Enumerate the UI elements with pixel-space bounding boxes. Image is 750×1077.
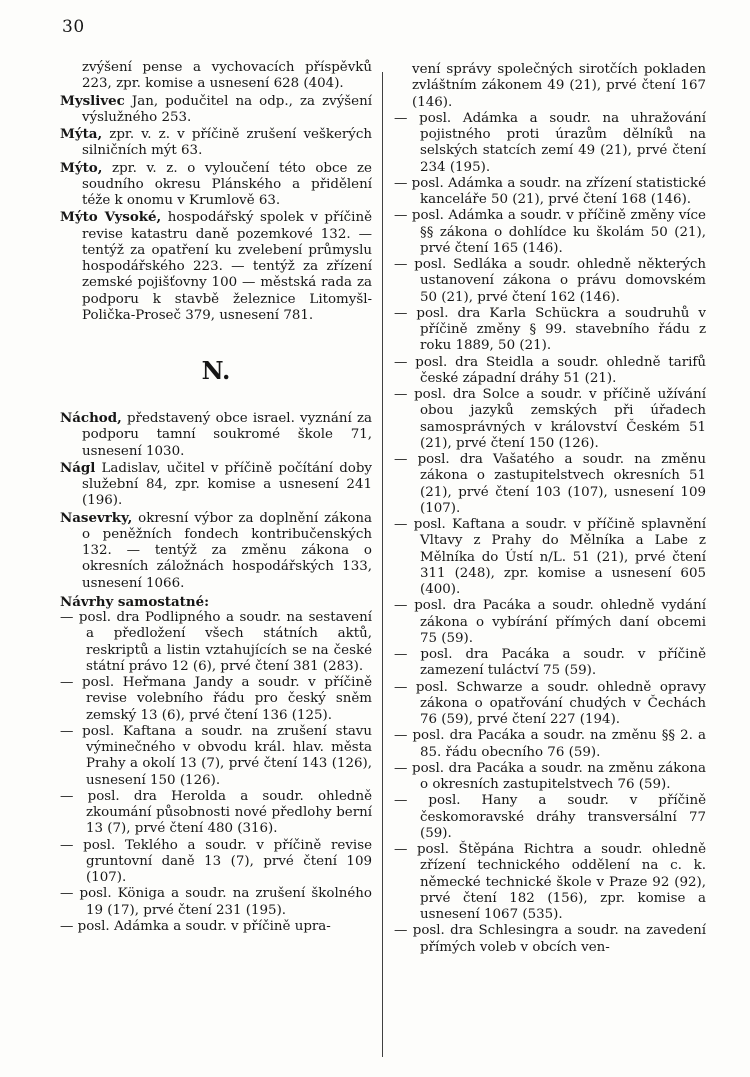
entry-keyword: Mýto,: [60, 159, 103, 176]
motion-item: — posl. Kaftana a soudr. v příčině splavnění Vltavy z Prahy do Mělníka a Labe z Mělníka do Ústí n/L. 51 (21), prvé čtení 311 (248), zpr. komise a usnesení 605 (400).: [394, 517, 706, 597]
motion-item: — posl. Štěpána Richtra a soudr. ohledně zřízení technického oddělení na c. k. německé technické škole v Praze 92 (92), prvé čtení 182 (156), zpr. komise a usnesení 1067 (535).: [394, 842, 706, 922]
left-entries: [60, 60, 372, 324]
motion-item: — posl. dra Podlipného a soudr. na sestavení a předložení všech státních aktů, reskriptů a listin vztahujících se na české státní právo 12 (6), prvé čtení 381 (283).: [60, 610, 372, 674]
motion-item: — posl. dra Pacáka a soudr. na změnu §§ 2. a 85. řádu obecního 76 (59).: [394, 728, 706, 760]
index-entry: [60, 209, 372, 324]
page-number: 30: [62, 17, 85, 37]
entry-keyword: Mýta,: [60, 126, 103, 142]
motion-item: — posl. Heřmana Jandy a soudr. v příčině revise volebního řádu pro český sněm zemský 13 (6), prvé čtení 136 (125).: [60, 675, 372, 723]
motion-item: — posl. Teklého a soudr. v příčině revise gruntovní daně 13 (7), prvé čtení 109 (107).: [60, 837, 372, 885]
motion-item: — posl. Schwarze a soudr. ohledně opravy zákona o opatřování chudých v Čechách 76 (59), prvé čtení 227 (194).: [394, 679, 706, 727]
index-entry: [60, 93, 372, 127]
motion-item: — posl. Königa a soudr. na zrušení školného 19 (17), prvé čtení 231 (195).: [60, 886, 372, 918]
entry-keyword: Myslivec: [60, 92, 125, 109]
entry-keyword: Mýto Vysoké,: [60, 209, 162, 226]
column-divider: [382, 72, 383, 1057]
motion-item: — posl. dra Karla Schückra a soudruhů v příčině změny § 99. stavebního řádu z roku 1889, 50 (21).: [394, 305, 706, 354]
motion-item: — posl. dra Vašatého a soudr. na změnu zákona o zastupitelstvech okresních 51 (21), prvé čtení 103 (107), usnesení 109 (107).: [394, 452, 706, 516]
right-column: [394, 62, 706, 956]
motion-item: — posl. Sedláka a soudr. ohledně některých ustanovení zákona o právu domovském 50 (21), prvé čtení 162 (146).: [394, 257, 706, 305]
motion-item: — posl. Adámka a soudr. v příčině upra-: [60, 918, 331, 934]
entry-text: představený obce israel. vyznání za podporu tamní soukromé škole 71, usnesení 1030.: [82, 411, 372, 459]
motions-list: [60, 610, 372, 935]
section-letter: N.: [201, 356, 231, 385]
entry-text: zvýšení pense a vychovacích příspěvků 223, zpr. komise a usnesení 628 (404).: [82, 60, 372, 92]
left-column: [60, 60, 372, 935]
index-entry: [60, 510, 372, 592]
entry-text: Ladislav, učitel v příčině počítání doby služební 84, zpr. komise a usnesení 241 (196).: [82, 460, 372, 509]
motion-item: — posl. Adámka a soudr. na zřízení statistické kanceláře 50 (21), prvé čtení 168 (146).: [394, 175, 706, 207]
entry-text: okresní výbor za doplnění zákona o peněžních fondech kontribučenských 132. — tentýž za změnu zákona o okresních záložnách hospodářských 133, usnesení 1066.: [82, 510, 372, 591]
entry-text: hospodářský spolek v příčině revise katastru daně pozemkové 132. — tentýž za opatření ku zvelebení průmyslu hospodářského 223. — tentýž za zřízení zemské pojišťovny 100 — městská rada za podporu k stavbě železnice Litomyšl-Polička-Proseč 379, usnesení 781.: [82, 210, 372, 323]
section-heading: Návrhy samostatné:: [60, 593, 210, 610]
entry-keyword: Nasevrky,: [60, 509, 133, 526]
index-entry: [60, 160, 372, 210]
motion-item: — posl. dra Pacáka a soudr. ohledně vydání zákona o vybírání přímých daní obcemi 75 (59).: [394, 598, 706, 646]
entry-text: zpr. v. z. v příčině zrušení veškerých silničních mýt 63.: [82, 127, 372, 159]
left-entries-n: [60, 410, 372, 592]
motion-item: — posl. Adámka a soudr. na uhražování pojistného proti úrazům dělníků na selských statcích zemí 49 (21), prvé čtení 234 (195).: [394, 110, 706, 175]
index-entry: [60, 126, 372, 160]
entry-keyword: Nágl: [60, 459, 96, 476]
index-entry: [60, 410, 372, 460]
index-entry: [60, 460, 372, 510]
entry-text: zpr. v. z. o vyloučení této obce ze soudního okresu Plánského a přidělení téže k onomu v Krumlově 63.: [82, 160, 372, 208]
continued-text: vení správy společných sirotčích pokladen zvláštním zákonem 49 (21), prvé čtení 167 (146).: [412, 62, 706, 110]
motion-item: — posl. dra Herolda a soudr. ohledně zkoumání působnosti nové předlohy berní 13 (7), prvé čtení 480 (316).: [60, 788, 372, 837]
index-entry: [60, 60, 372, 93]
motion-item: — posl. dra Pacáka a soudr. v příčině zamezení tuláctví 75 (59).: [394, 647, 706, 679]
right-items: [394, 62, 706, 956]
motion-item: — posl. Kaftana a soudr. na zrušení stavu výminečného v obvodu král. hlav. města Prahy a okolí 13 (7), prvé čtení 143 (126), usnesení 150 (126).: [60, 723, 372, 788]
motion-item: — posl. dra Steidla a soudr. ohledně tarifů české západní dráhy 51 (21).: [394, 354, 706, 386]
motion-item: — posl. dra Schlesingra a soudr. na zavedení přímých voleb v obcích ven-: [394, 923, 706, 955]
motion-item: — posl. Hany a soudr. v příčině českomoravské dráhy transversální 77 (59).: [394, 793, 706, 841]
entry-keyword: Náchod,: [60, 410, 122, 426]
entry-text: Jan, podučitel na odp., za zvýšení výslužného 253.: [82, 93, 372, 125]
motion-item: — posl. dra Pacáka a soudr. na změnu zákona o okresních zastupitelstvech 76 (59).: [394, 760, 706, 792]
motion-item: — posl. dra Solce a soudr. v příčině užívání obou jazyků zemských při úřadech samosprávných v království Českém 51 (21), prvé čtení 150 (126).: [394, 387, 706, 451]
motion-item: — posl. Adámka a soudr. v příčině změny více §§ zákona o dohlídce ku školám 50 (21), prvé čtení 165 (146).: [394, 208, 706, 256]
